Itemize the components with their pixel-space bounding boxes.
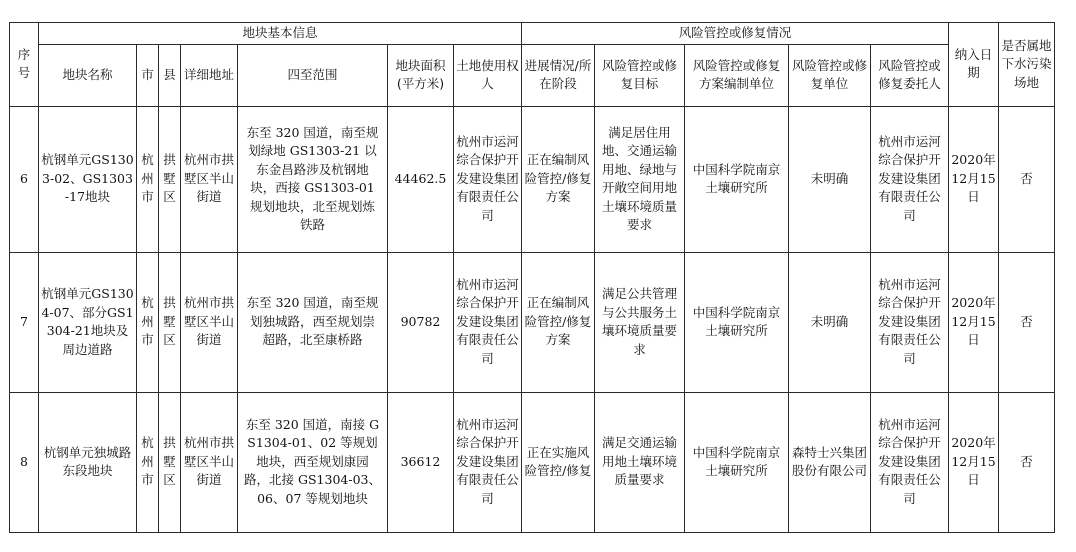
cell-city: 杭州市 [137, 106, 159, 252]
cell-address: 杭州市拱墅区半山街道 [181, 252, 238, 392]
contaminated-site-table [9, 22, 1055, 533]
header-client: 风险管控或修复委托人 [871, 44, 949, 106]
cell-plan-unit: 中国科学院南京土壤研究所 [685, 392, 789, 532]
header-date: 纳入日期 [949, 23, 999, 107]
header-seq: 序号 [10, 23, 39, 107]
header-repair-unit: 风险管控或修复单位 [789, 44, 871, 106]
cell-repair-unit: 未明确 [789, 252, 871, 392]
cell-land-user: 杭州市运河综合保护开发建设集团有限责任公司 [454, 392, 522, 532]
header-area: 地块面积(平方米) [388, 44, 454, 106]
cell-groundwater: 否 [999, 252, 1055, 392]
cell-plan-unit: 中国科学院南京土壤研究所 [685, 106, 789, 252]
cell-city: 杭州市 [137, 252, 159, 392]
group-header-basic-info: 地块基本信息 [39, 23, 522, 45]
header-address: 详细地址 [181, 44, 238, 106]
cell-area: 90782 [388, 252, 454, 392]
cell-land-user: 杭州市运河综合保护开发建设集团有限责任公司 [454, 252, 522, 392]
cell-county: 拱墅区 [159, 392, 181, 532]
table-row [10, 392, 1055, 532]
header-plan-unit: 风险管控或修复方案编制单位 [685, 44, 789, 106]
group-header-risk-control: 风险管控或修复情况 [522, 23, 949, 45]
cell-date: 2020年12月15日 [949, 392, 999, 532]
cell-bounds: 东至 320 国道，南至规划绿地 GS1303-21 以东金昌路涉及杭钢地块，西接 GS1303-01 规划地块，北至规划炼铁路 [238, 106, 388, 252]
cell-seq: 8 [10, 392, 39, 532]
cell-address: 杭州市拱墅区半山街道 [181, 392, 238, 532]
cell-county: 拱墅区 [159, 252, 181, 392]
cell-date: 2020年12月15日 [949, 106, 999, 252]
cell-client: 杭州市运河综合保护开发建设集团有限责任公司 [871, 106, 949, 252]
table-row [10, 106, 1055, 252]
cell-groundwater: 否 [999, 106, 1055, 252]
cell-groundwater: 否 [999, 392, 1055, 532]
cell-client: 杭州市运河综合保护开发建设集团有限责任公司 [871, 392, 949, 532]
cell-seq: 6 [10, 106, 39, 252]
table-row [10, 252, 1055, 392]
cell-name: 杭钢单元GS1304-07、部分GS1304-21地块及周边道路 [39, 252, 137, 392]
header-groundwater: 是否属地下水污染场地 [999, 23, 1055, 107]
cell-seq: 7 [10, 252, 39, 392]
cell-land-user: 杭州市运河综合保护开发建设集团有限责任公司 [454, 106, 522, 252]
header-name: 地块名称 [39, 44, 137, 106]
cell-name: 杭钢单元GS1303-02、GS1303-17地块 [39, 106, 137, 252]
cell-target: 满足公共管理与公共服务土壤环境质量要求 [595, 252, 685, 392]
header-bounds: 四至范围 [238, 44, 388, 106]
cell-bounds: 东至 320 国道，南至规划独城路，西至规划崇超路，北至康桥路 [238, 252, 388, 392]
header-land-user: 土地使用权人 [454, 44, 522, 106]
header-city: 市 [137, 44, 159, 106]
cell-address: 杭州市拱墅区半山街道 [181, 106, 238, 252]
cell-area: 36612 [388, 392, 454, 532]
cell-date: 2020年12月15日 [949, 252, 999, 392]
header-county: 县 [159, 44, 181, 106]
cell-bounds: 东至 320 国道，南接 GS1304-01、02 等规划地块，西至规划康园路，北接 GS1304-03、06、07 等规划地块 [238, 392, 388, 532]
cell-repair-unit: 森特士兴集团股份有限公司 [789, 392, 871, 532]
cell-target: 满足居住用地、交通运输用地、绿地与开敞空间用地土壤环境质量要求 [595, 106, 685, 252]
cell-county: 拱墅区 [159, 106, 181, 252]
cell-repair-unit: 未明确 [789, 106, 871, 252]
cell-plan-unit: 中国科学院南京土壤研究所 [685, 252, 789, 392]
cell-progress: 正在编制风险管控/修复方案 [522, 106, 595, 252]
cell-client: 杭州市运河综合保护开发建设集团有限责任公司 [871, 252, 949, 392]
cell-target: 满足交通运输用地土壤环境质量要求 [595, 392, 685, 532]
header-progress: 进展情况/所在阶段 [522, 44, 595, 106]
cell-progress: 正在编制风险管控/修复方案 [522, 252, 595, 392]
cell-area: 44462.5 [388, 106, 454, 252]
cell-progress: 正在实施风险管控/修复 [522, 392, 595, 532]
cell-name: 杭钢单元独城路东段地块 [39, 392, 137, 532]
cell-city: 杭州市 [137, 392, 159, 532]
header-target: 风险管控或修复目标 [595, 44, 685, 106]
